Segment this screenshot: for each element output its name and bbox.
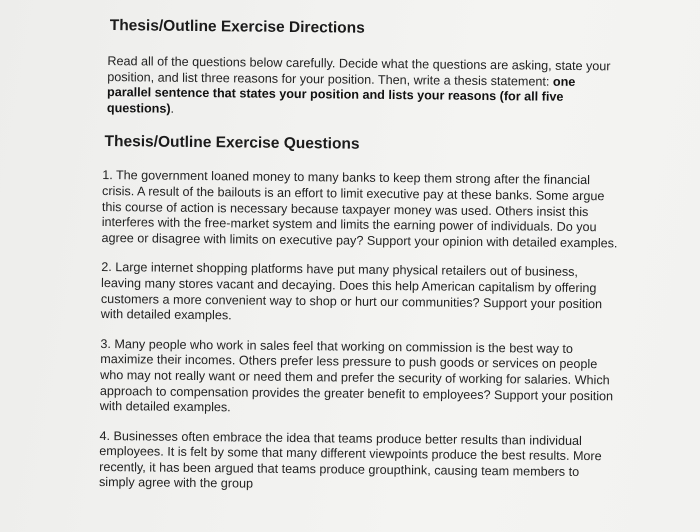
directions-text-bold: one parallel sentence that states your position and lists your reasons (for all five questions) xyxy=(106,74,576,116)
questions-heading: Thesis/Outline Exercise Questions xyxy=(104,133,360,154)
question-4: 4. Businesses often embrace the idea that teams produce better results than individual employees. It is felt by some that many different viewpoints produce the best results. More recently, it has been argued that teams produce groupthink, causing team members to xyxy=(99,428,602,479)
question-4-cut-line: simply agree with the group xyxy=(98,475,254,492)
directions-heading: Thesis/Outline Exercise Directions xyxy=(109,17,365,37)
document-page xyxy=(99,6,632,495)
question-3: 3. Many people who work in sales feel that working on commission is the best way to maximize their incomes. Others prefer less pressure to push goods or services on people who may not really want or need them and prefer the security of working for salaries. Which approach to compensation provides the greater benefit to employees? Support your position with detailed examples. xyxy=(99,336,614,415)
directions-text xyxy=(107,54,620,122)
question-2: 2. Large internet shopping platforms have put many physical retailers out of business, leaving many stores vacant and decaying. Does this help American capitalism by offering customers a more convenient way to shop or hurt our communities? Support your position with detailed examples. xyxy=(100,260,603,323)
directions-text-part1: Read all of the questions below carefully. Decide what the questions are asking, state your position, and list three reasons for your position. Then, write a thesis statement: xyxy=(107,54,611,89)
directions-text-part2: . xyxy=(170,101,175,116)
question-1: 1. The government loaned money to many banks to keep them strong after the financial crisis. A result of the bailouts is an effort to limit executive pay at these banks. Some argue this course of action is necessary because taxpayer money was used. Others insist this interferes with the free-market system and limits the earning power of individuals. Do you agree or disagree with limits on executive pay? Support your opinion with detailed examples. xyxy=(101,168,618,251)
